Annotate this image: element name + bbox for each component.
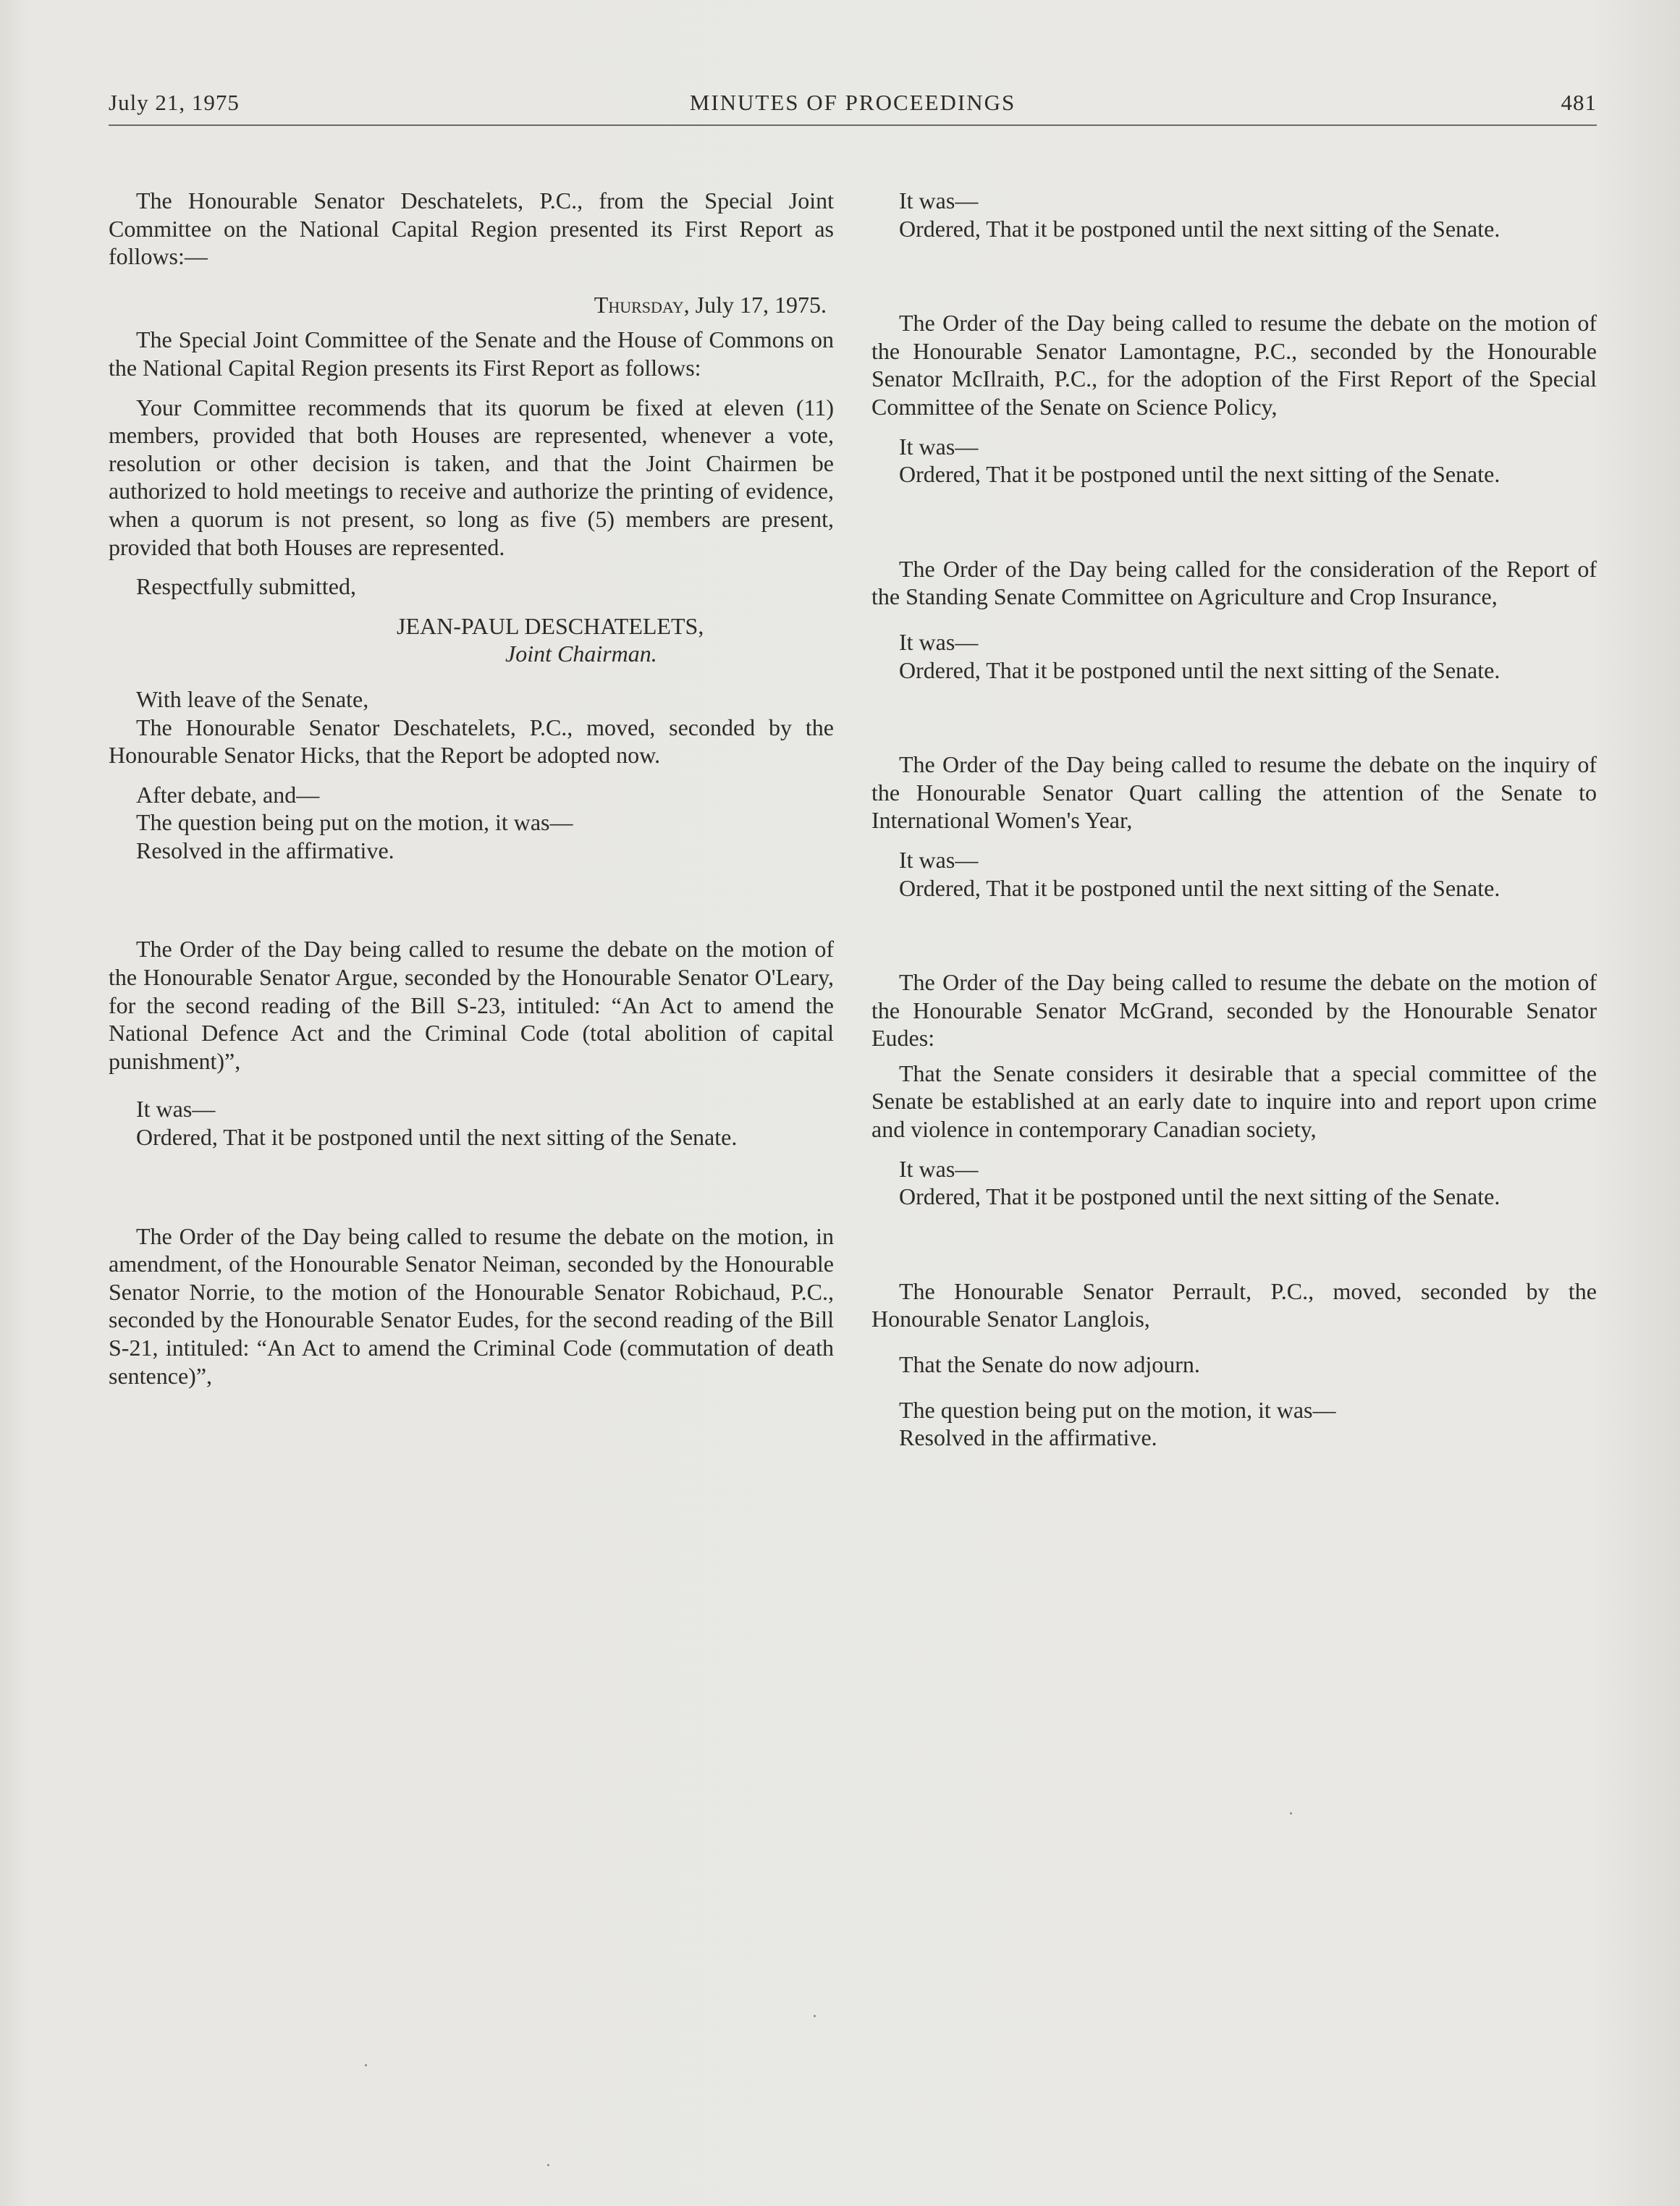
ordered-postponed: Ordered, That it be postponed until the next sitting of the Senate.: [899, 656, 1500, 683]
paper-speck: [547, 2164, 549, 2166]
order-crime-violence-paragraph: The Order of the Day being called to resume the debate on the motion of the Honourable Senator McGrand, seconded by the Honourable Senator Eudes:: [871, 969, 1597, 1052]
order-science-policy-paragraph: The Order of the Day being called to resume the debate on the motion of the Honourable Senator Lamontagne, P.C., seconded by the Honourable Senator McIlraith, P.C., for the adoption of the First Report of the Special Committee of the Senate on Science Policy,: [871, 310, 1597, 420]
it-was: It was—: [899, 628, 979, 655]
resolved-affirmative: Resolved in the affirmative.: [136, 837, 394, 863]
signer-title: Joint Chairman.: [505, 641, 657, 667]
paper-speck: [814, 2015, 816, 2017]
it-was: It was—: [899, 1155, 979, 1182]
adoption-moved-paragraph: The Honourable Senator Deschatelets, P.C., moved, seconded by the Honourable Senator Hicks, that the Report be adopted now.: [109, 714, 834, 769]
question-put: The question being put on the motion, it was—: [136, 809, 573, 836]
ordered-postponed: Ordered, That it be postponed until the next sitting of the Senate.: [899, 874, 1500, 901]
report-dateline: [109, 291, 834, 319]
respectfully-submitted: Respectfully submitted,: [136, 573, 356, 600]
it-was: It was—: [136, 1096, 216, 1123]
left-column: [109, 187, 834, 1390]
ordered-postponed: Ordered, That it be postponed until the next sitting of the Senate.: [899, 461, 1500, 488]
report-day: Thursday: [594, 291, 684, 318]
adjourn-moved-paragraph: The Honourable Senator Perrault, P.C., moved, seconded by the Honourable Senator Langlois,: [871, 1277, 1597, 1332]
page-header: [109, 90, 1597, 126]
order-bill-s23-paragraph: The Order of the Day being called to resume the debate on the motion of the Honourable Senator Argue, seconded by the Honourable Senator O'Leary, for the second reading of the Bill S-23, intituled: “An Act to amend the National Defence Act and the Criminal Code (total abolition of capital punishment)”,: [109, 936, 834, 1074]
after-debate: After debate, and—: [136, 781, 320, 808]
order-womens-year-paragraph: The Order of the Day being called to resume the debate on the inquiry of the Honourable Senator Quart calling the attention of the Senate to International Women's Year,: [871, 751, 1597, 834]
report-presented-paragraph: The Honourable Senator Deschatelets, P.C., from the Special Joint Committee on the National Capital Region presented its First Report as follows:—: [109, 187, 834, 270]
special-committee-paragraph: That the Senate considers it desirable that a special committee of the Senate be established at an early date to inquire into and report upon crime and violence in contemporary Canadian society,: [871, 1060, 1597, 1143]
paper-speck: [1290, 1812, 1292, 1814]
signer-name: JEAN-PAUL DESCHATELETS,: [397, 612, 704, 639]
it-was: It was—: [899, 846, 979, 873]
it-was: It was—: [899, 187, 979, 214]
question-put: The question being put on the motion, it was—: [899, 1396, 1336, 1423]
quorum-paragraph: Your Committee recommends that its quorum be fixed at eleven (11) members, provided that both Houses are represented, whenever a vote, resolution or other decision is taken, and that the Joint Chairmen be authorized to hold meetings to receive and authorize the printing of evidence, when a quorum is not present, so long as five (5) members are present, provided that both Houses are represented.: [109, 394, 834, 560]
leave-of-senate: With leave of the Senate,: [136, 685, 369, 712]
it-was: It was—: [899, 433, 979, 460]
report-intro-paragraph: The Special Joint Committee of the Senate and the House of Commons on the National Capital Region presents its First Report as follows:: [109, 326, 834, 381]
ordered-postponed: Ordered, That it be postponed until the next sitting of the Senate.: [899, 1183, 1500, 1210]
ordered-postponed: Ordered, That it be postponed until the next sitting of the Senate.: [899, 215, 1500, 242]
order-bill-s21-paragraph: The Order of the Day being called to resume the debate on the motion, in amendment, of the Honourable Senator Neiman, seconded by the Honourable Senator Norrie, to the motion of the Honourable Senator Robichaud, P.C., seconded by the Honourable Senator Eudes, for the second reading of the Bill S-21, intituled: “An Act to amend the Criminal Code (commutation of death sentence)”,: [109, 1222, 834, 1389]
page-number: 481: [1561, 90, 1597, 115]
resolved-affirmative: Resolved in the affirmative.: [899, 1424, 1157, 1451]
ordered-postponed: Ordered, That it be postponed until the next sitting of the Senate.: [136, 1124, 738, 1151]
report-date: , July 17, 1975.: [683, 291, 827, 318]
header-date: July 21, 1975: [109, 90, 240, 115]
header-title: MINUTES OF PROCEEDINGS: [689, 90, 1016, 115]
order-agriculture-paragraph: The Order of the Day being called for the consideration of the Report of the Standing Senate Committee on Agriculture and Crop Insurance,: [871, 555, 1597, 610]
right-column: [871, 187, 1597, 1452]
paper-speck: [365, 2064, 367, 2066]
adjourn-motion-text: That the Senate do now adjourn.: [899, 1351, 1200, 1378]
